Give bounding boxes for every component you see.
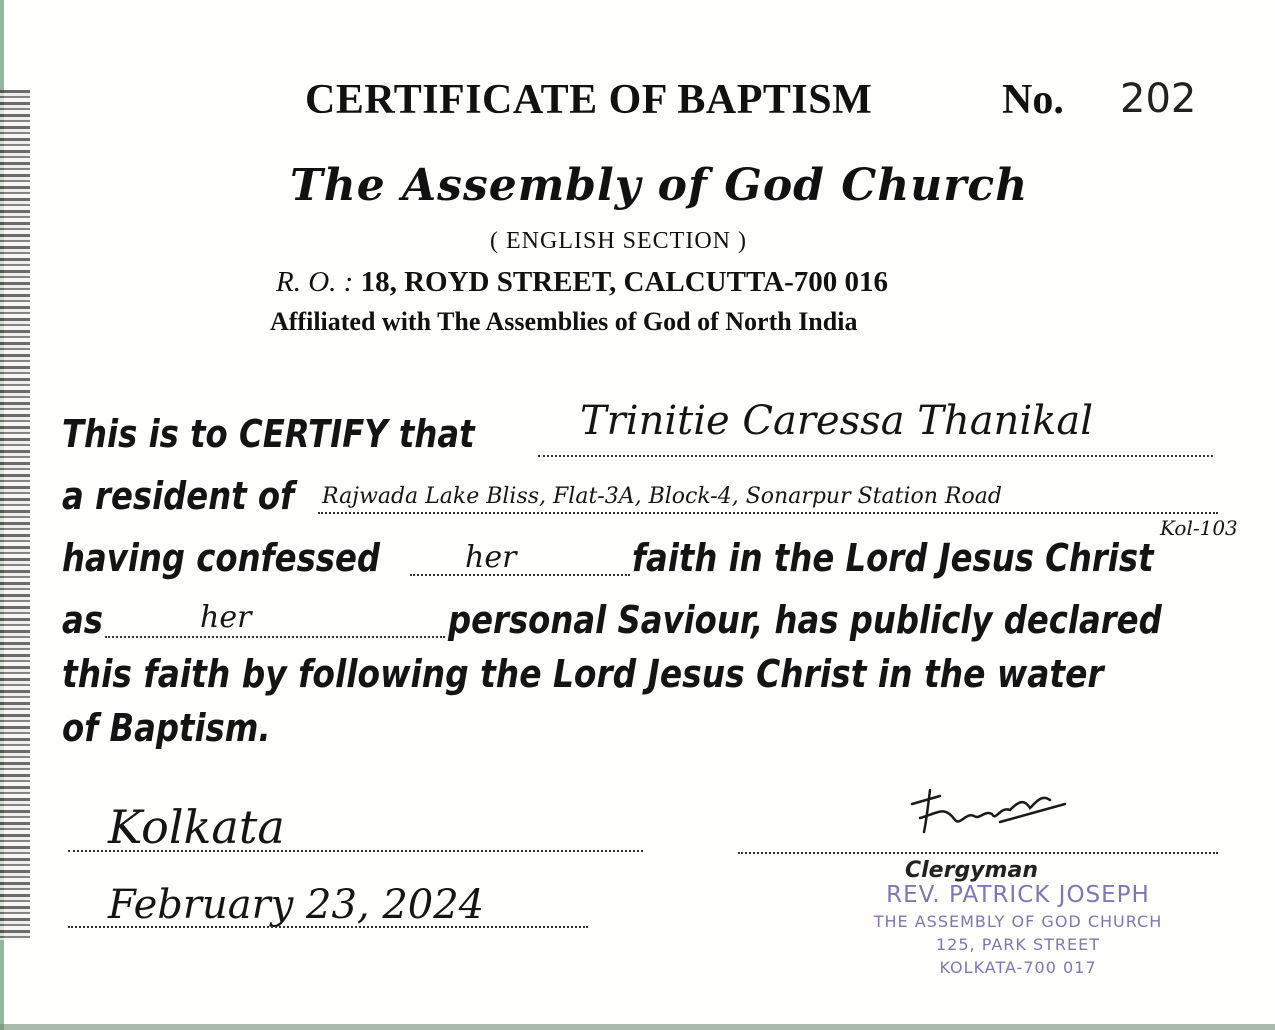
place-dotted-line — [68, 850, 643, 852]
name-dotted-line — [538, 455, 1213, 457]
baptism-text: of Baptism. — [62, 706, 271, 750]
section-label: ( ENGLISH SECTION ) — [490, 228, 747, 254]
date-handwritten: February 23, 2024 — [108, 882, 485, 928]
stamp-city: KOLKATA-700 017 — [939, 958, 1097, 977]
date-dotted-line — [68, 926, 588, 928]
stamp-street: 125, PARK STREET — [935, 935, 1100, 954]
clergyman-stamp — [858, 882, 1178, 977]
confessed-text: having confessed — [62, 536, 381, 580]
pronoun-2: her — [200, 600, 252, 635]
certificate-number: 202 — [1120, 76, 1197, 122]
certify-text: This is to CERTIFY that — [62, 412, 475, 456]
clergyman-label: Clergyman — [905, 858, 1038, 883]
affiliation-line: Affiliated with The Assemblies of God of North India — [270, 307, 858, 336]
place-handwritten: Kolkata — [108, 800, 285, 854]
church-name: The Assembly of God Church — [290, 160, 1029, 211]
decorative-side-border — [0, 90, 30, 940]
faith-text: faith in the Lord Jesus Christ — [632, 536, 1154, 580]
pronoun-1: her — [465, 540, 517, 575]
saviour-text: personal Saviour, has publicly declared — [448, 598, 1162, 642]
resident-text: a resident of — [62, 474, 295, 518]
ro-address: 18, ROYD STREET, CALCUTTA-700 016 — [353, 266, 889, 298]
stamp-name: REV. PATRICK JOSEPH — [886, 882, 1150, 908]
certificate-number-label: No. — [1002, 77, 1064, 123]
ro-prefix: R. O. : — [276, 266, 354, 298]
baptized-name: Trinitie Caressa Thanikal — [580, 398, 1093, 444]
pronoun1-dotted-line — [410, 574, 630, 576]
bottom-edge-border — [0, 1024, 1275, 1030]
pronoun2-dotted-line — [105, 636, 445, 638]
clergyman-signature — [900, 782, 1070, 842]
stamp-church: THE ASSEMBLY OF GOD CHURCH — [873, 912, 1163, 931]
faith-following-text: this faith by following the Lord Jesus Christ in the water — [62, 652, 1104, 696]
as-text: as — [62, 598, 104, 642]
resident-address: Rajwada Lake Bliss, Flat-3A, Block-4, Sonarpur Station Road — [322, 484, 1002, 509]
address-dotted-line — [318, 512, 1218, 514]
resident-address-extra: Kol-103 — [1160, 516, 1238, 540]
certificate-title: CERTIFICATE OF BAPTISM — [305, 77, 873, 123]
registered-office-line — [276, 266, 888, 299]
signature-dotted-line — [738, 852, 1218, 854]
